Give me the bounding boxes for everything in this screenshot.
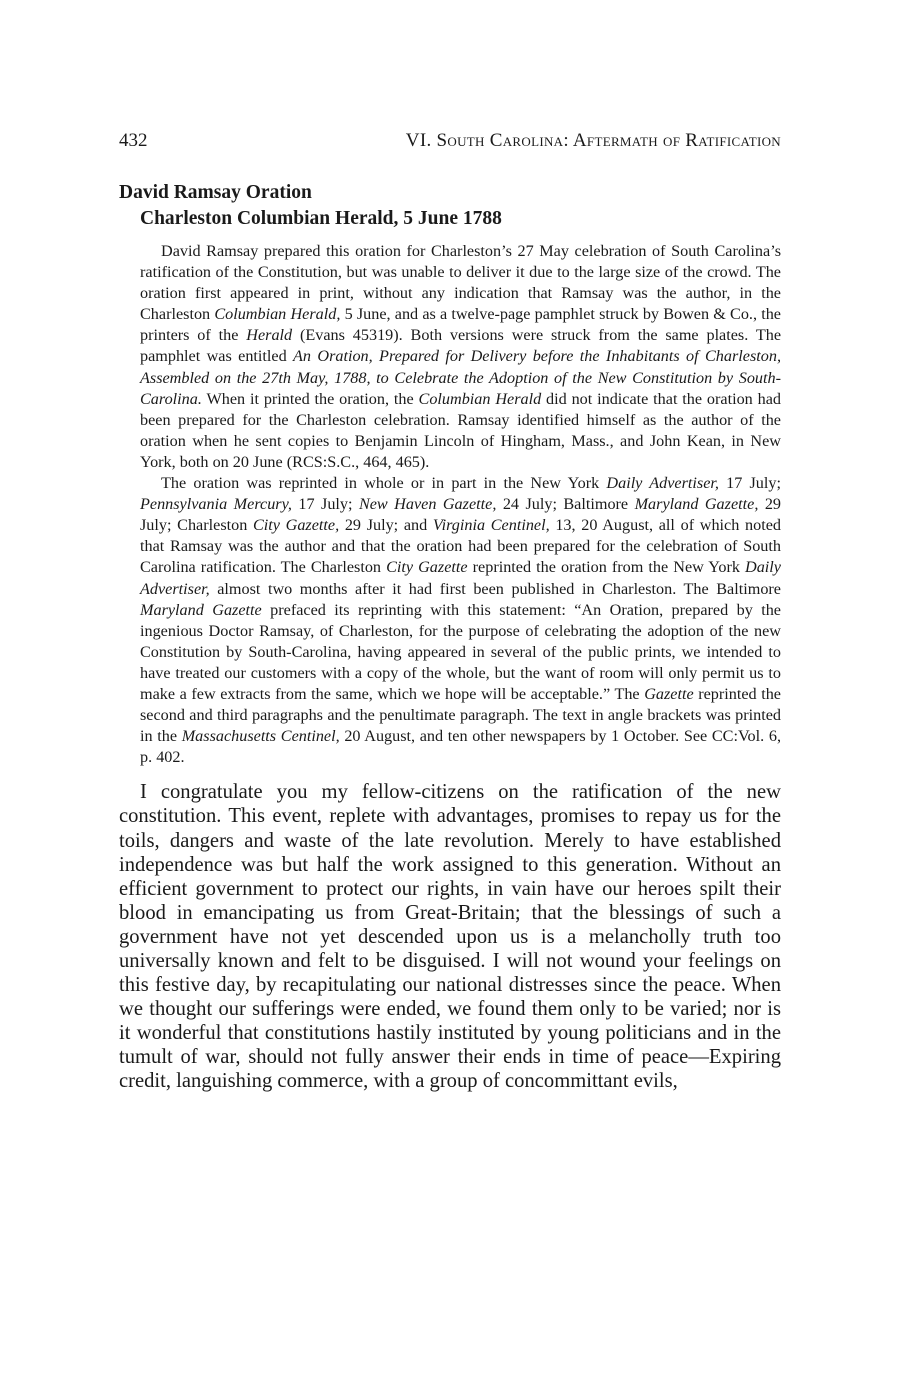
text-run: (Evans 45319). Both versions were struck from the same plates. The pamphlet was entitled [140, 326, 782, 366]
italic-title-run: New Haven Gazette, [358, 495, 497, 514]
document-page [119, 128, 781, 1094]
text-run: When it printed the oration, the [201, 389, 419, 408]
italic-title-run: City Gazette, [252, 516, 340, 535]
text-run: The oration was reprinted in whole or in part in the New York [161, 474, 607, 493]
italic-title-run: Daily Advertiser, [140, 558, 781, 598]
document-heading [119, 180, 781, 232]
text-run: reprinted the oration from the New York [467, 558, 746, 577]
text-run: 20 August, and ten other newspapers by 1 October. See CC:Vol. 6, p. 402. [140, 727, 781, 767]
italic-title-run: City Gazette [386, 558, 468, 577]
oration-text [119, 780, 781, 1093]
text-run: 29 July; Charleston [140, 495, 782, 535]
headnote-paragraph-2 [140, 473, 781, 768]
running-head [119, 128, 781, 154]
italic-title-run: Virginia Centinel, [432, 516, 550, 535]
italic-title-run: Pennsylvania Mercury, [140, 495, 292, 514]
text-run: almost two months after it had first been published in Charleston. The Baltimore [209, 579, 781, 598]
text-run: 5 June, and as a twelve-page pamphlet struck by Bowen & Co., the printers of the [140, 305, 781, 345]
text-run: David Ramsay prepared this oration for Charleston’s 27 May celebration of South Carolina’s ratification of the Constitution, but was unable to deliver it due to the large size of the crowd. The oration first appeared in print, without any indication that Ramsay was the author, in the Charleston [140, 242, 781, 324]
text-run: 13, 20 August, all of which noted that Ramsay was the author and that the oration had been prepared for the celebration of South Carolina ratification. The Charleston [140, 516, 781, 577]
text-run: did not indicate that the oration had been prepared for the Charleston celebration. Ramsay identified himself as the author of the oration when he sent copies to Benjamin Lincoln of Hingham, Mass., and John Kean, in New York, both on 20 June (RCS:S.C., 464, 465). [140, 389, 781, 471]
text-run: reprinted the second and third paragraphs and the penultimate paragraph. The text in angle brackets was printed in the [140, 684, 781, 746]
italic-title-run: Columbian Herald [418, 389, 542, 408]
italic-title-run: Massachusetts Centinel, [181, 727, 340, 746]
italic-title-run: Maryland Gazette, [634, 495, 759, 514]
text-run: 17 July; [291, 495, 359, 514]
italic-title-run: Maryland Gazette [140, 600, 262, 619]
text-run: prefaced its reprinting with this statement: “An Oration, prepared by the ingenious Doctor Ramsay, of Charleston, for the purpose of celebrating the adoption of the new Constitution by South-Carolina, having appeared in several of the public prints, we intended to have treated our customers with a copy of the whole, but the want of room will only permit us to make a few extracts from the same, which we hope will be acceptable.” The [140, 600, 781, 703]
document-title: David Ramsay Oration [119, 182, 312, 203]
editorial-headnote [140, 241, 781, 768]
italic-title-run: Daily Advertiser, [606, 474, 719, 493]
italic-title-run: Herald [246, 326, 293, 345]
italic-title-run: Columbian Herald, [214, 305, 341, 324]
text-run: 24 July; Baltimore [496, 495, 635, 514]
oration-paragraph-1: I congratulate you my fellow-citizens on the ratification of the new constitution. This event, replete with advantages, promises to repay us for the toils, dangers and waste of the late revolution. Merely to have established independence was but half the work assigned to this generation. Without an efficient government to protect our rights, in vain have our heroes spilt their blood in emancipating us from Great-Britain; that the blessings of such a government have not yet descended upon us is a melancholly truth too universally known and felt to be disguised. I will not wound your feelings on this festive day, by recapitulating our national distresses since the peace. When we thought our sufferings were ended, we found them only to be varied; nor is it wonderful that constitutions hastily instituted by young politicians and in the tumult of war, should not fully answer their ends in time of peace—Expiring credit, languishing commerce, with a group of concommittant evils, [119, 781, 781, 1093]
text-run: 29 July; and [339, 516, 433, 535]
text-run: 17 July; [718, 474, 781, 493]
italic-title-run: An Oration, Prepared for Delivery before the Inhabitants of Charleston, Assembled on the 27th May, 1788, to Celebrate the Adoption of the New Constitution by South-Carolina. [140, 347, 781, 408]
headnote-paragraph-1 [140, 241, 781, 473]
running-title: VI. South Carolina: Aftermath of Ratification [405, 130, 781, 151]
page-number: 432 [119, 130, 148, 151]
document-subtitle: Charleston Columbian Herald, 5 June 1788 [140, 208, 502, 229]
italic-title-run: Gazette [644, 684, 694, 703]
